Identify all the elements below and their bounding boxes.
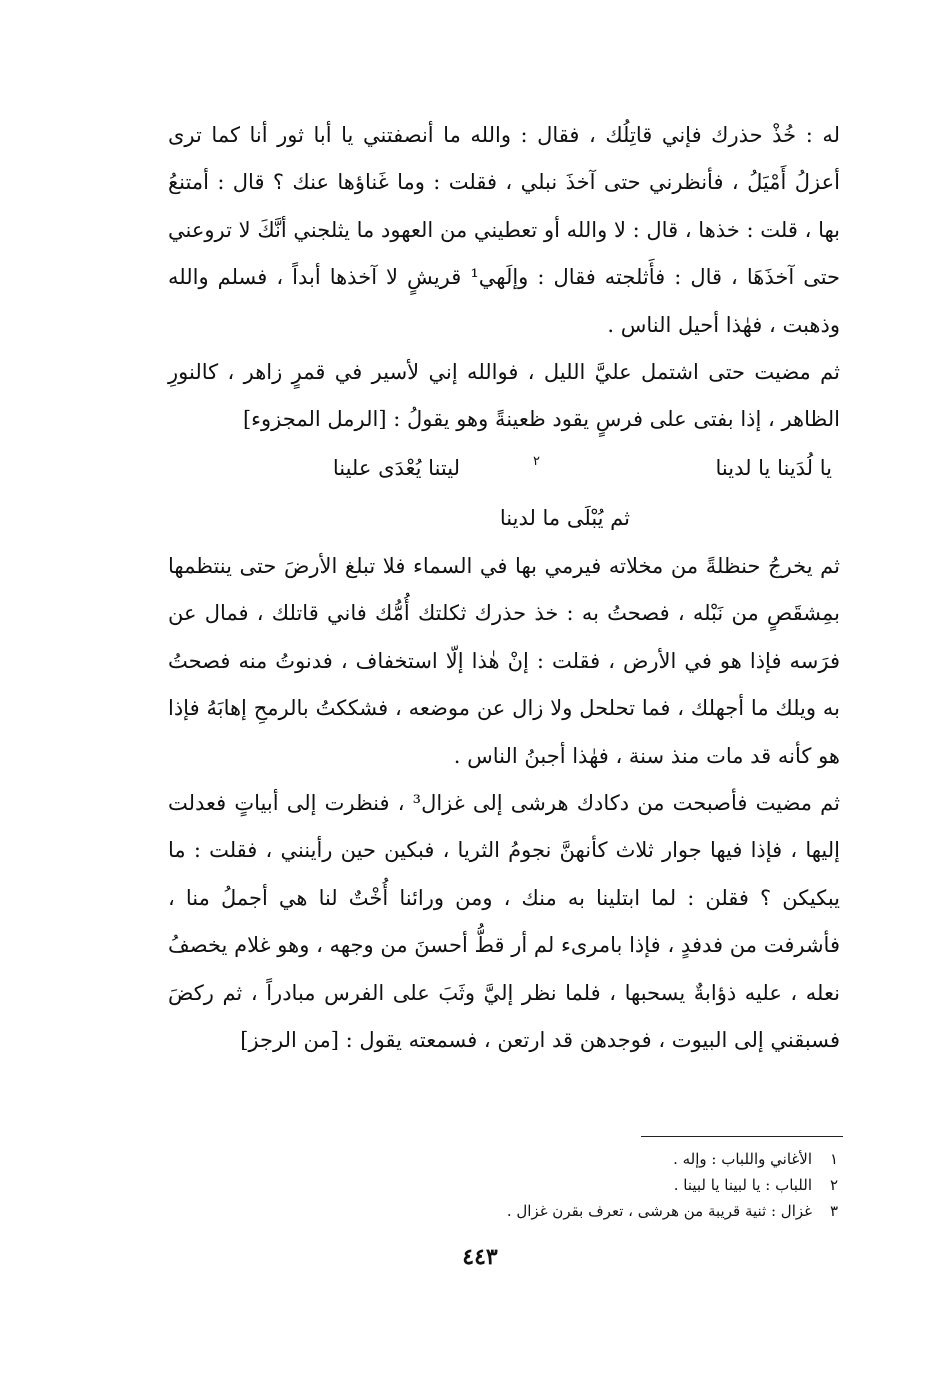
footnote-text: اللباب : يا لبينا يا لبينا . xyxy=(673,1176,812,1194)
footnote-number: ٢ xyxy=(829,1176,839,1194)
poem-hemistich-2: ليتنا يُعْدَى علينا xyxy=(332,456,460,480)
footnote-2 xyxy=(300,1172,840,1198)
footnote-text: غزال : ثنية قريبة من هرشى ، تعرف بقرن غزال . xyxy=(506,1202,812,1220)
footnote-text: الأغاني واللباب : وإله . xyxy=(673,1150,812,1168)
footnote-number: ٣ xyxy=(829,1202,839,1220)
poem-hemistich-1: يا لُدَينا يا لدينا xyxy=(715,456,832,480)
footnote-1 xyxy=(300,1146,840,1172)
poem-hemistich-3: ثم يُبْلَى ما لدينا xyxy=(499,506,630,530)
footnotes xyxy=(300,1146,840,1224)
paragraph-3: ثم يخرجُ حنظلةً من مخلاته فيرمي بها في السماء فلا تبلغ الأرضَ حتى ينتظمها بمِشقَصٍ من نَبْله ، فصحتُ به : خذ حذرك ثكلتك أُمُّك فاني قاتلك ، فمال عن فرَسه فإذا هو في الأرض ، فقلت : إنْ هٰذا إلّا استخفاف ، فدنوتُ منه فصحتُ به ويلك ما أجهلك ، فما تحلحل ولا زال عن موضعه ، فشككتُ بالرمحِ إهابَهُ فإذا هو كأنه قد مات منذ سنة ، فهٰذا أجبنُ الناس . xyxy=(168,554,840,768)
paragraph-4: ثم مضيت فأصبحت من دكادك هرشى إلى غزال³ ، فنظرت إلى أبياتٍ فعدلت إليها ، فإذا فيها جوار ثلاث كأنهنَّ نجومُ الثريا ، فبكين حين رأينني ، فقلت : ما يبكيكن ؟ فقلن : لما ابتلينا به منك ، ومن ورائنا أُخْتٌ لنا هي أجملُ منا ، فأشرفت من فدفدٍ ، فإذا بامرىء لم أر قطُّ أحسنَ من وجهه ، وهو غلام يخصفُ نعله ، عليه ذؤابةٌ يسحبها ، فلما نظر إليَّ وثَبَ على الفرس مبادراً ، ثم ركضَ فسبقني إلى البيوت ، فوجدهن قد ارتعن ، فسمعته يقول : [من الرجز] xyxy=(168,791,840,1053)
footnote-ref-2: ٢ xyxy=(533,454,540,469)
paragraph-1: له : خُذْ حذرك فإني قاتِلُك ، فقال : والله ما أنصفتني يا أبا ثور أنا كما ترى أعزلُ أَمْيَلُ ، فأنظرني حتى آخذَ نبلي ، فقلت : وما غَناؤها عنك ؟ قال : أمتنعُ بها ، قلت : خذها ، قال : لا والله أو تعطيني من العهود ما يثلجني أنَّكَ لا تروعني حتى آخذَهَا ، قال : فأَثلجته فقال : وإلَهي¹ قريشٍ لا آخذها أبداً ، فسلم والله وذهبت ، فهٰذا أحيل الناس . xyxy=(168,123,841,337)
poem-block xyxy=(168,456,840,546)
body-text-bottom xyxy=(168,543,840,1064)
footnote-number: ١ xyxy=(829,1150,839,1168)
page-number: ٤٤٣ xyxy=(462,1244,498,1270)
footnote-separator xyxy=(641,1136,843,1137)
body-text-top xyxy=(168,112,840,444)
footnote-3 xyxy=(300,1198,840,1224)
paragraph-2: ثم مضيت حتى اشتمل عليَّ الليل ، فوالله إني لأسير في قمرٍ زاهر ، كالنورِ الظاهر ، إذا بفتى على فرسٍ يقود ظعينةً وهو يقولُ : [الرمل المجزوء] xyxy=(168,360,840,432)
